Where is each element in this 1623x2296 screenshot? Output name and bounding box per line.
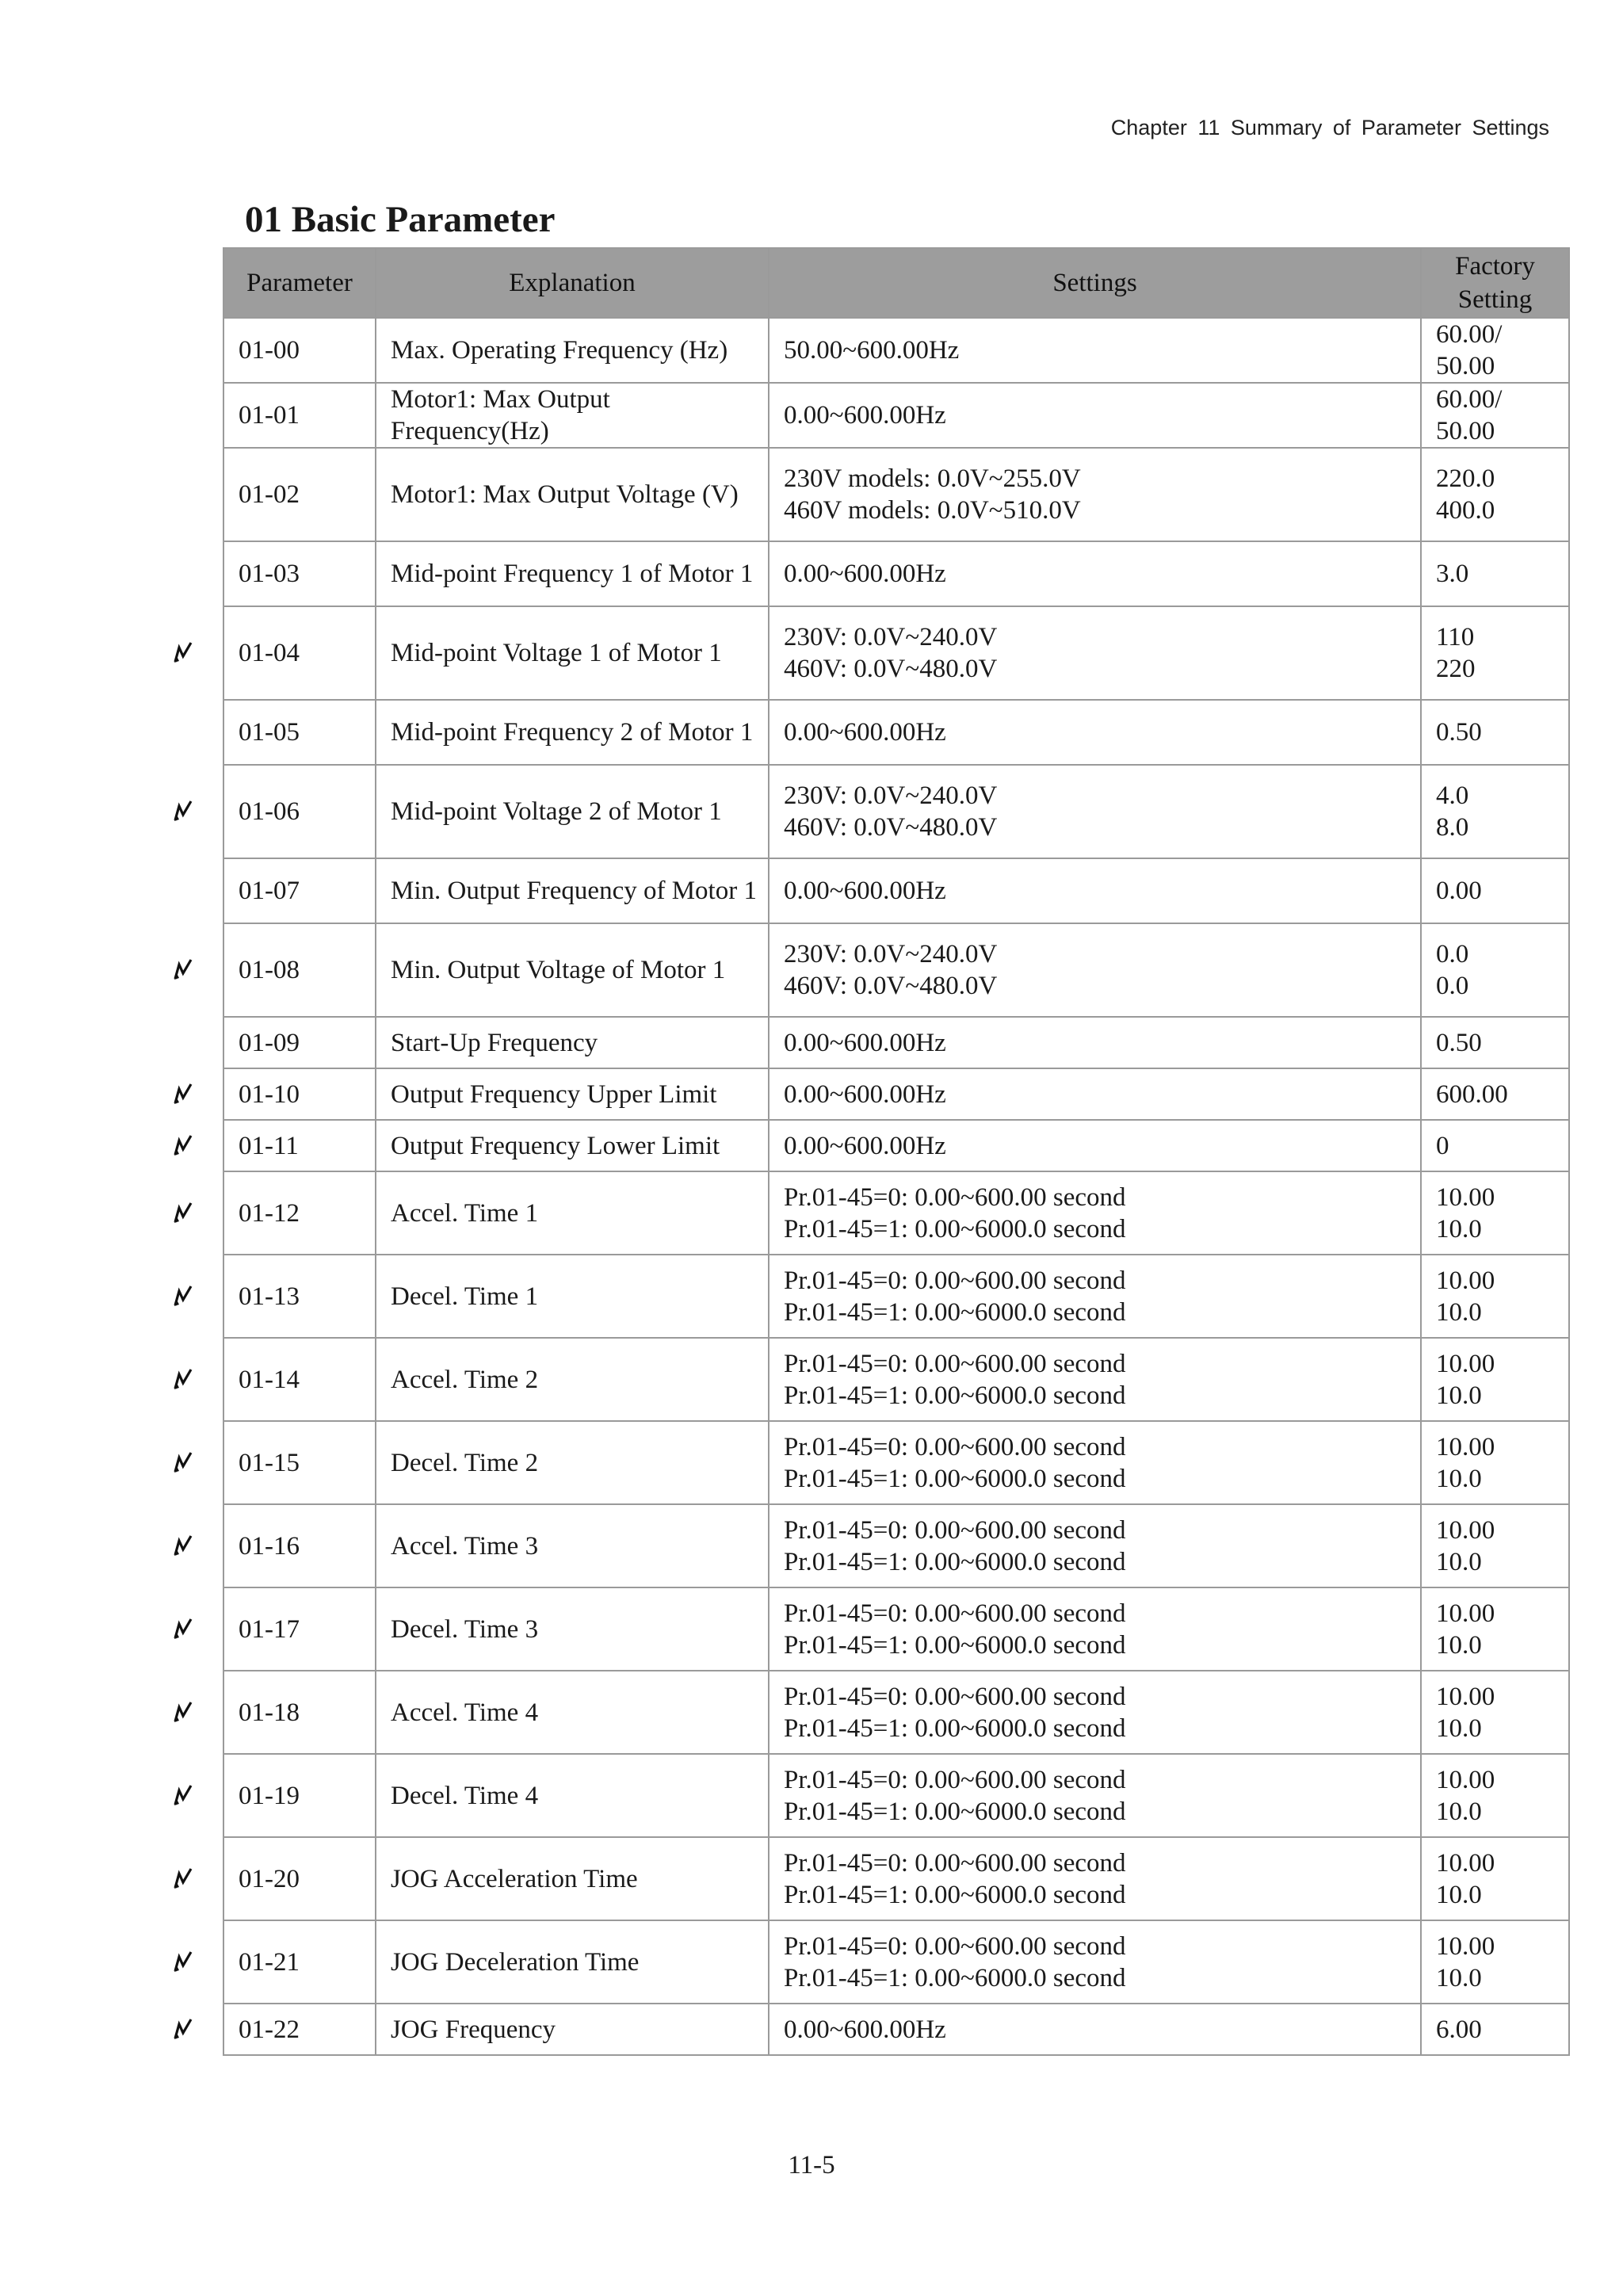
modifiable-during-run-icon <box>173 1367 193 1391</box>
parameter-settings <box>769 2004 1421 2055</box>
settings-line: 0.00~600.00Hz <box>784 718 946 747</box>
factory-setting-line: 10.00 <box>1436 1432 1495 1461</box>
parameter-settings <box>769 1171 1421 1255</box>
parameter-code: 01-18 <box>223 1671 376 1754</box>
parameter-explanation: Mid-point Frequency 1 of Motor 1 <box>376 541 769 606</box>
parameter-code: 01-16 <box>223 1504 376 1587</box>
factory-header-line-1: Factory <box>1455 252 1535 281</box>
factory-setting-line: 110 <box>1436 623 1475 651</box>
parameter-settings <box>769 318 1421 383</box>
section-title: 01 Basic Parameter <box>245 199 556 240</box>
settings-line: Pr.01-45=0: 0.00~600.00 second <box>784 1848 1126 1878</box>
parameter-explanation: JOG Frequency <box>376 2004 769 2055</box>
table-row <box>223 448 1569 541</box>
running-header: Chapter 11 Summary of Parameter Settings <box>1110 116 1549 139</box>
factory-setting <box>1421 606 1569 700</box>
settings-line: Pr.01-45=0: 0.00~600.00 second <box>784 1266 1126 1295</box>
settings-line: 50.00~600.00Hz <box>784 336 960 365</box>
settings-line: 0.00~600.00Hz <box>784 1079 946 1109</box>
factory-setting-line: 10.00 <box>1436 1682 1495 1711</box>
parameter-code: 01-22 <box>223 2004 376 2055</box>
parameter-code: 01-08 <box>223 923 376 1017</box>
parameter-explanation: Decel. Time 2 <box>376 1421 769 1504</box>
factory-setting-line: 10.0 <box>1436 1797 1482 1826</box>
parameter-explanation: Min. Output Frequency of Motor 1 <box>376 858 769 923</box>
parameter-explanation: Accel. Time 2 <box>376 1338 769 1421</box>
table-row <box>223 1671 1569 1754</box>
table-row <box>223 1504 1569 1587</box>
factory-setting-line: 220.0 <box>1436 464 1495 493</box>
factory-setting <box>1421 1068 1569 1120</box>
table-body <box>223 318 1569 2055</box>
factory-header-line-2: Setting <box>1457 285 1533 314</box>
factory-setting <box>1421 448 1569 541</box>
parameter-settings <box>769 1017 1421 1068</box>
parameter-settings <box>769 606 1421 700</box>
factory-setting-line: 10.00 <box>1436 1266 1495 1295</box>
factory-setting <box>1421 1421 1569 1504</box>
table-row <box>223 700 1569 765</box>
table-row <box>223 606 1569 700</box>
factory-setting-line: 220 <box>1436 655 1476 683</box>
parameter-explanation: Accel. Time 4 <box>376 1671 769 1754</box>
table-row <box>223 541 1569 606</box>
factory-setting <box>1421 1754 1569 1837</box>
settings-line: Pr.01-45=1: 0.00~6000.0 second <box>784 1880 1126 1909</box>
factory-setting-line: 10.0 <box>1436 1547 1482 1576</box>
modifiable-during-run-icon <box>173 1866 193 1890</box>
table-row <box>223 1338 1569 1421</box>
parameter-code: 01-10 <box>223 1068 376 1120</box>
parameter-explanation: Accel. Time 3 <box>376 1504 769 1587</box>
factory-setting-line: 10.0 <box>1436 1880 1482 1909</box>
table-row <box>223 765 1569 858</box>
parameter-explanation: Output Frequency Lower Limit <box>376 1120 769 1171</box>
table-row <box>223 1754 1569 1837</box>
parameter-code: 01-12 <box>223 1171 376 1255</box>
parameter-explanation: Mid-point Voltage 2 of Motor 1 <box>376 765 769 858</box>
parameter-code: 01-20 <box>223 1837 376 1920</box>
parameter-code: 01-06 <box>223 765 376 858</box>
parameter-code: 01-01 <box>223 383 376 448</box>
factory-setting-line: 60.00/ <box>1436 320 1503 349</box>
parameter-settings <box>769 1255 1421 1338</box>
parameter-code: 01-15 <box>223 1421 376 1504</box>
modifiable-during-run-icon <box>173 1450 193 1474</box>
parameter-explanation: Mid-point Frequency 2 of Motor 1 <box>376 700 769 765</box>
factory-setting-line: 3.0 <box>1436 560 1469 588</box>
factory-setting <box>1421 1120 1569 1171</box>
factory-setting-line: 600.00 <box>1436 1079 1508 1109</box>
factory-setting <box>1421 318 1569 383</box>
parameter-explanation: Decel. Time 3 <box>376 1587 769 1671</box>
parameter-code: 01-02 <box>223 448 376 541</box>
factory-setting <box>1421 1017 1569 1068</box>
parameter-code: 01-17 <box>223 1587 376 1671</box>
settings-line: 230V: 0.0V~240.0V <box>784 781 998 810</box>
settings-line: 0.00~600.00Hz <box>784 1028 946 1057</box>
factory-setting <box>1421 923 1569 1017</box>
factory-setting-line: 0.50 <box>1436 1028 1482 1057</box>
parameter-explanation: Output Frequency Upper Limit <box>376 1068 769 1120</box>
factory-setting-line: 10.0 <box>1436 1630 1482 1660</box>
parameter-settings <box>769 1421 1421 1504</box>
parameter-settings <box>769 1587 1421 1671</box>
factory-setting <box>1421 1837 1569 1920</box>
settings-line: 0.00~600.00Hz <box>784 560 946 588</box>
settings-line: Pr.01-45=1: 0.00~6000.0 second <box>784 1797 1126 1826</box>
table-row <box>223 1255 1569 1338</box>
parameter-explanation: Accel. Time 1 <box>376 1171 769 1255</box>
settings-line: Pr.01-45=1: 0.00~6000.0 second <box>784 1381 1126 1410</box>
table-row <box>223 2004 1569 2055</box>
parameter-settings <box>769 1338 1421 1421</box>
modifiable-during-run-icon <box>173 1082 193 1106</box>
page-number: 11-5 <box>788 2151 835 2179</box>
parameter-settings <box>769 858 1421 923</box>
table-row <box>223 1171 1569 1255</box>
parameter-settings <box>769 1504 1421 1587</box>
factory-setting <box>1421 858 1569 923</box>
settings-line: Pr.01-45=0: 0.00~600.00 second <box>784 1349 1126 1378</box>
factory-setting-line: 10.00 <box>1436 1349 1495 1378</box>
factory-setting <box>1421 1338 1569 1421</box>
parameter-code: 01-14 <box>223 1338 376 1421</box>
parameter-code: 01-11 <box>223 1120 376 1171</box>
settings-line: 0.00~600.00Hz <box>784 1131 946 1160</box>
factory-setting-line: 10.0 <box>1436 1214 1482 1244</box>
parameter-explanation: Max. Operating Frequency (Hz) <box>376 318 769 383</box>
parameter-code: 01-04 <box>223 606 376 700</box>
settings-line: Pr.01-45=1: 0.00~6000.0 second <box>784 1214 1126 1244</box>
parameter-settings <box>769 1920 1421 2004</box>
modifiable-during-run-icon <box>173 1201 193 1224</box>
settings-line: 230V: 0.0V~240.0V <box>784 623 998 651</box>
settings-line: Pr.01-45=1: 0.00~6000.0 second <box>784 1630 1126 1660</box>
factory-setting-line: 4.0 <box>1436 781 1469 810</box>
parameter-explanation: Motor1: Max Output Voltage (V) <box>376 448 769 541</box>
parameter-settings <box>769 448 1421 541</box>
table-row <box>223 1120 1569 1171</box>
parameter-explanation: Motor1: Max Output Frequency(Hz) <box>376 383 769 448</box>
settings-line: Pr.01-45=0: 0.00~600.00 second <box>784 1682 1126 1711</box>
parameter-code: 01-19 <box>223 1754 376 1837</box>
parameter-code: 01-05 <box>223 700 376 765</box>
settings-line: Pr.01-45=1: 0.00~6000.0 second <box>784 1297 1126 1327</box>
factory-setting-line: 10.0 <box>1436 1464 1482 1493</box>
column-header-parameter: Parameter <box>223 248 376 318</box>
parameter-settings <box>769 1068 1421 1120</box>
factory-setting <box>1421 765 1569 858</box>
settings-line: 460V: 0.0V~480.0V <box>784 813 998 842</box>
settings-line: 0.00~600.00Hz <box>784 401 946 430</box>
parameter-code: 01-21 <box>223 1920 376 2004</box>
parameter-explanation: Start-Up Frequency <box>376 1017 769 1068</box>
modifiable-during-run-icon <box>173 1950 193 1973</box>
factory-setting-line: 0.50 <box>1436 718 1482 747</box>
parameter-code: 01-09 <box>223 1017 376 1068</box>
factory-setting <box>1421 1255 1569 1338</box>
factory-setting <box>1421 1171 1569 1255</box>
settings-line: 0.00~600.00Hz <box>784 877 946 905</box>
parameter-explanation: Min. Output Voltage of Motor 1 <box>376 923 769 1017</box>
table-row <box>223 1837 1569 1920</box>
parameter-settings <box>769 700 1421 765</box>
modifiable-during-run-icon <box>173 1534 193 1557</box>
table-row <box>223 318 1569 383</box>
parameter-explanation: JOG Deceleration Time <box>376 1920 769 2004</box>
settings-line: Pr.01-45=0: 0.00~600.00 second <box>784 1931 1126 1961</box>
factory-setting-line: 10.0 <box>1436 1963 1482 1992</box>
factory-setting-line: 10.00 <box>1436 1515 1495 1545</box>
modifiable-during-run-icon <box>173 2017 193 2041</box>
modifiable-during-run-icon <box>173 799 193 823</box>
factory-setting-line: 0 <box>1436 1131 1449 1160</box>
factory-setting-line: 6.00 <box>1436 2015 1482 2044</box>
parameter-settings <box>769 765 1421 858</box>
modifiable-during-run-icon <box>173 1700 193 1724</box>
factory-setting-line: 400.0 <box>1436 496 1495 525</box>
modifiable-during-run-icon <box>173 1617 193 1641</box>
table-row <box>223 1068 1569 1120</box>
parameter-settings <box>769 1671 1421 1754</box>
settings-line: Pr.01-45=0: 0.00~600.00 second <box>784 1182 1126 1212</box>
modifiable-during-run-icon <box>173 1284 193 1308</box>
factory-setting <box>1421 541 1569 606</box>
settings-line: Pr.01-45=1: 0.00~6000.0 second <box>784 1547 1126 1576</box>
table-row <box>223 383 1569 448</box>
parameter-code: 01-07 <box>223 858 376 923</box>
table-row <box>223 1587 1569 1671</box>
parameter-settings <box>769 383 1421 448</box>
factory-setting <box>1421 700 1569 765</box>
modifiable-during-run-icon <box>173 1783 193 1807</box>
factory-setting-line: 8.0 <box>1436 813 1469 842</box>
parameter-code: 01-03 <box>223 541 376 606</box>
settings-line: 0.00~600.00Hz <box>784 2015 946 2044</box>
settings-line: Pr.01-45=1: 0.00~6000.0 second <box>784 1963 1126 1992</box>
table-row <box>223 1421 1569 1504</box>
settings-line: Pr.01-45=0: 0.00~600.00 second <box>784 1515 1126 1545</box>
parameter-settings <box>769 923 1421 1017</box>
factory-setting <box>1421 1671 1569 1754</box>
parameter-code: 01-00 <box>223 318 376 383</box>
factory-setting-line: 50.00 <box>1436 352 1495 380</box>
parameter-settings <box>769 1754 1421 1837</box>
settings-line: Pr.01-45=0: 0.00~600.00 second <box>784 1765 1126 1794</box>
settings-line: 460V: 0.0V~480.0V <box>784 972 998 1000</box>
parameter-settings <box>769 541 1421 606</box>
factory-setting <box>1421 383 1569 448</box>
column-header-explanation: Explanation <box>376 248 769 318</box>
settings-line: Pr.01-45=1: 0.00~6000.0 second <box>784 1713 1126 1743</box>
parameter-explanation: Mid-point Voltage 1 of Motor 1 <box>376 606 769 700</box>
parameter-explanation: Decel. Time 4 <box>376 1754 769 1837</box>
factory-setting-line: 10.0 <box>1436 1381 1482 1410</box>
table-header-row <box>223 248 1569 318</box>
factory-setting <box>1421 2004 1569 2055</box>
parameter-explanation: Decel. Time 1 <box>376 1255 769 1338</box>
factory-setting-line: 10.0 <box>1436 1713 1482 1743</box>
factory-setting-line: 0.00 <box>1436 877 1482 905</box>
parameter-table <box>223 247 1570 2056</box>
settings-line: 230V: 0.0V~240.0V <box>784 940 998 968</box>
factory-setting-line: 10.00 <box>1436 1599 1495 1628</box>
parameter-settings <box>769 1120 1421 1171</box>
settings-line: Pr.01-45=0: 0.00~600.00 second <box>784 1432 1126 1461</box>
modifiable-during-run-icon <box>173 1133 193 1157</box>
factory-setting-line: 10.00 <box>1436 1765 1495 1794</box>
settings-line: Pr.01-45=0: 0.00~600.00 second <box>784 1599 1126 1628</box>
parameter-code: 01-13 <box>223 1255 376 1338</box>
table-row <box>223 858 1569 923</box>
factory-setting-line: 10.00 <box>1436 1182 1495 1212</box>
factory-setting-line: 50.00 <box>1436 417 1495 445</box>
table-row <box>223 1920 1569 2004</box>
modifiable-during-run-icon <box>173 957 193 981</box>
column-header-settings: Settings <box>769 248 1421 318</box>
parameter-settings <box>769 1837 1421 1920</box>
factory-setting-line: 60.00/ <box>1436 385 1503 414</box>
factory-setting <box>1421 1587 1569 1671</box>
factory-setting <box>1421 1504 1569 1587</box>
settings-line: 460V models: 0.0V~510.0V <box>784 496 1081 525</box>
factory-setting <box>1421 1920 1569 2004</box>
column-header-factory-setting <box>1421 248 1569 318</box>
parameter-explanation: JOG Acceleration Time <box>376 1837 769 1920</box>
factory-setting-line: 0.0 <box>1436 972 1469 1000</box>
factory-setting-line: 10.00 <box>1436 1848 1495 1878</box>
factory-setting-line: 10.0 <box>1436 1297 1482 1327</box>
settings-line: 230V models: 0.0V~255.0V <box>784 464 1081 493</box>
settings-line: Pr.01-45=1: 0.00~6000.0 second <box>784 1464 1126 1493</box>
table-row <box>223 923 1569 1017</box>
modifiable-during-run-icon <box>173 640 193 664</box>
factory-setting-line: 0.0 <box>1436 940 1469 968</box>
table-row <box>223 1017 1569 1068</box>
factory-setting-line: 10.00 <box>1436 1931 1495 1961</box>
settings-line: 460V: 0.0V~480.0V <box>784 655 998 683</box>
